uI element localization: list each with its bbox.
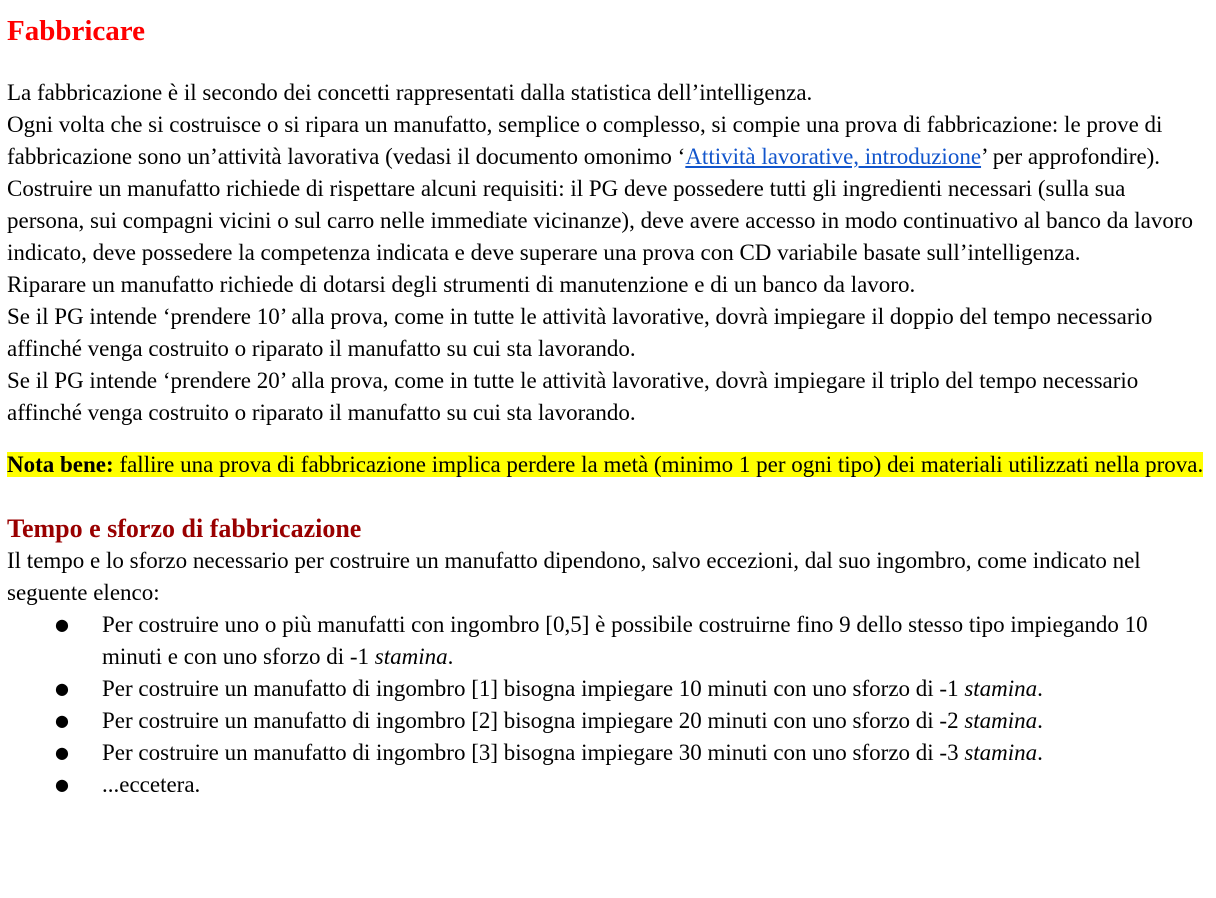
list-item-emphasis: stamina bbox=[964, 676, 1038, 701]
list-item bbox=[7, 705, 1208, 737]
list-item-text: Per costruire uno o più manufatti con ingombro [0,5] è possibile costruirne fino 9 dello stesso tipo impiegando 10 minuti e con uno sforzo di -1 bbox=[102, 612, 1148, 669]
list-item-emphasis: stamina bbox=[964, 740, 1038, 765]
intro-paragraph-6: Se il PG intende ‘prendere 20’ alla prova, come in tutte le attività lavorative, dovrà impiegare il triplo del tempo necessario affinché venga costruito o riparato il manufatto su cui sta lavorando. bbox=[7, 368, 1139, 425]
bullet-icon: ● bbox=[55, 615, 69, 634]
note-highlight bbox=[7, 452, 1203, 477]
intro-paragraph-5: Se il PG intende ‘prendere 10’ alla prova, come in tutte le attività lavorative, dovrà impiegare il doppio del tempo necessario affinché venga costruito o riparato il manufatto su cui sta lavorando. bbox=[7, 304, 1153, 361]
intro-paragraph-1: La fabbricazione è il secondo dei concetti rappresentati dalla statistica dell’intelligenza. bbox=[7, 80, 813, 105]
section-intro: Il tempo e lo sforzo necessario per costruire un manufatto dipendono, salvo eccezioni, dal suo ingombro, come indicato nel seguente elenco: bbox=[7, 548, 1141, 605]
page-title: Fabbricare bbox=[7, 15, 145, 47]
note-label: Nota bene: bbox=[7, 452, 114, 477]
list-item-end: . bbox=[1037, 676, 1043, 701]
list-item bbox=[7, 769, 1208, 801]
note-text: fallire una prova di fabbricazione implica perdere la metà (minimo 1 per ogni tipo) dei materiali utilizzati nella prova. bbox=[113, 452, 1204, 477]
section-heading: Tempo e sforzo di fabbricazione bbox=[7, 514, 362, 543]
list-item-text: Per costruire un manufatto di ingombro [2] bisogna impiegare 20 minuti con uno sforzo di -2 bbox=[102, 708, 965, 733]
list-item-end: . bbox=[1037, 740, 1043, 765]
bullet-icon: ● bbox=[55, 775, 69, 794]
list-item-text: Per costruire un manufatto di ingombro [1] bisogna impiegare 10 minuti con uno sforzo di -1 bbox=[102, 676, 965, 701]
effort-list bbox=[7, 609, 1208, 801]
bullet-icon: ● bbox=[55, 743, 69, 762]
list-item-emphasis: stamina bbox=[964, 708, 1038, 733]
section-time-effort bbox=[7, 513, 1208, 801]
bullet-icon: ● bbox=[55, 679, 69, 698]
list-item bbox=[7, 673, 1208, 705]
list-item-emphasis: stamina bbox=[374, 644, 448, 669]
intro-paragraph-2-text: Ogni volta che si costruisce o si ripara un manufatto, semplice o complesso, si compie una prova di fabbricazione: le prove di fabbricazione sono un’attività lavorativa (vedasi il documento omonimo ‘ bbox=[7, 112, 1163, 169]
list-item bbox=[7, 609, 1208, 673]
activity-document-link[interactable]: Attività lavorative, introduzione bbox=[685, 144, 982, 169]
list-item-end: . bbox=[447, 644, 454, 669]
intro-block bbox=[7, 77, 1208, 429]
list-item-text: Per costruire un manufatto di ingombro [3] bisogna impiegare 30 minuti con uno sforzo di -3 bbox=[102, 740, 965, 765]
list-item-end: . bbox=[1037, 708, 1043, 733]
intro-paragraph-2-tail: ’ per approfondire). bbox=[981, 144, 1161, 169]
note-paragraph bbox=[7, 449, 1208, 481]
list-item-text: ...eccetera. bbox=[102, 772, 201, 797]
list-item bbox=[7, 737, 1208, 769]
intro-paragraph-3: Costruire un manufatto richiede di rispettare alcuni requisiti: il PG deve possedere tutti gli ingredienti necessari (sulla sua persona, sui compagni vicini o sul carro nelle immediate vicinanze), deve avere accesso in modo continuativo al banco da lavoro indicato, deve possedere la competenza indicata e deve superare una prova con CD variabile basate sull’intelligenza. bbox=[7, 176, 1193, 265]
bullet-icon: ● bbox=[55, 711, 69, 730]
intro-paragraph-4: Riparare un manufatto richiede di dotarsi degli strumenti di manutenzione e di un banco da lavoro. bbox=[7, 272, 916, 297]
intro-paragraph-2 bbox=[7, 109, 1208, 173]
